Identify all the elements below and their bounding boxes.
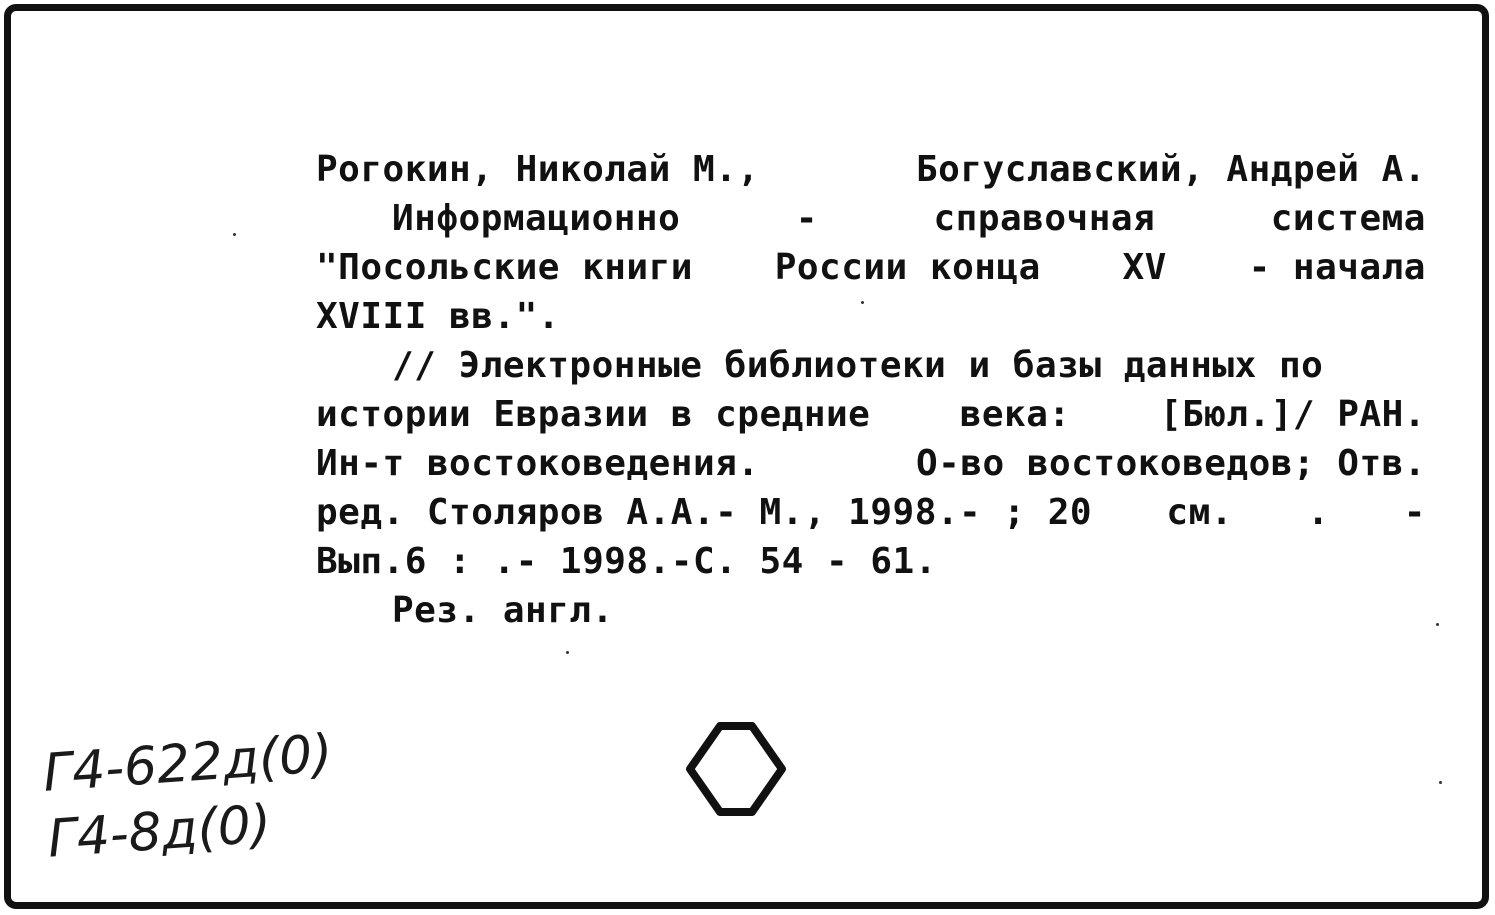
entry-line-title-2 <box>316 243 1426 292</box>
entry-line-title-3 <box>316 292 1426 341</box>
entry-line-summary <box>316 586 1426 635</box>
hexagon-stamp-icon <box>676 717 796 821</box>
title-word: система <box>1270 198 1426 239</box>
entry-line-title-1 <box>316 194 1426 243</box>
source-text: // Электронные библиотеки и базы данных по <box>392 345 1324 386</box>
title-word: справочная <box>933 198 1156 239</box>
entry-line-authors <box>316 145 1426 194</box>
imprint-text: см. <box>1166 492 1233 533</box>
imprint-text: . <box>1307 492 1330 533</box>
handwritten-shelfmarks <box>41 721 339 873</box>
author-2: Богуславский, Андрей А. <box>916 149 1426 190</box>
entry-line-source-1 <box>316 341 1426 390</box>
shelfmark-1: Г4-622д(0) <box>41 723 335 804</box>
source-text: О-во востоковедов; Отв. <box>916 443 1426 484</box>
entry-line-source-2 <box>316 390 1426 439</box>
title-word: Информационно <box>392 198 681 239</box>
source-text: [Бюл.]/ РАН. <box>1159 394 1426 435</box>
speck <box>1439 781 1442 784</box>
title-word: - <box>795 198 818 239</box>
speck <box>566 651 569 654</box>
shelfmark-2: Г4-8д(0) <box>45 794 273 870</box>
speck <box>1436 623 1439 626</box>
catalog-card <box>4 4 1489 909</box>
title-word: России конца <box>774 247 1041 288</box>
entry-line-editor <box>316 488 1426 537</box>
title-word: XV <box>1122 247 1167 288</box>
speck <box>861 301 864 304</box>
issue-text: Вып.6 : .- 1998.-С. 54 - 61. <box>316 541 937 582</box>
title-word: "Посольские книги <box>316 247 693 288</box>
imprint-text: ред. Столяров А.А.- М., 1998.- ; 20 <box>316 492 1093 533</box>
imprint-text: - <box>1403 492 1426 533</box>
source-text: века: <box>959 394 1071 435</box>
title-word: - начала <box>1248 247 1426 288</box>
summary-note: Рез. англ. <box>392 590 614 631</box>
source-text: Ин-т востоковедения. <box>316 443 760 484</box>
author-1: Рогокин, Николай М., <box>316 149 760 190</box>
bibliographic-entry <box>316 145 1426 635</box>
title-word: XVIII вв.". <box>316 296 560 337</box>
entry-line-issue <box>316 537 1426 586</box>
speck <box>233 233 236 236</box>
entry-line-source-3 <box>316 439 1426 488</box>
source-text: истории Евразии в средние <box>316 394 871 435</box>
